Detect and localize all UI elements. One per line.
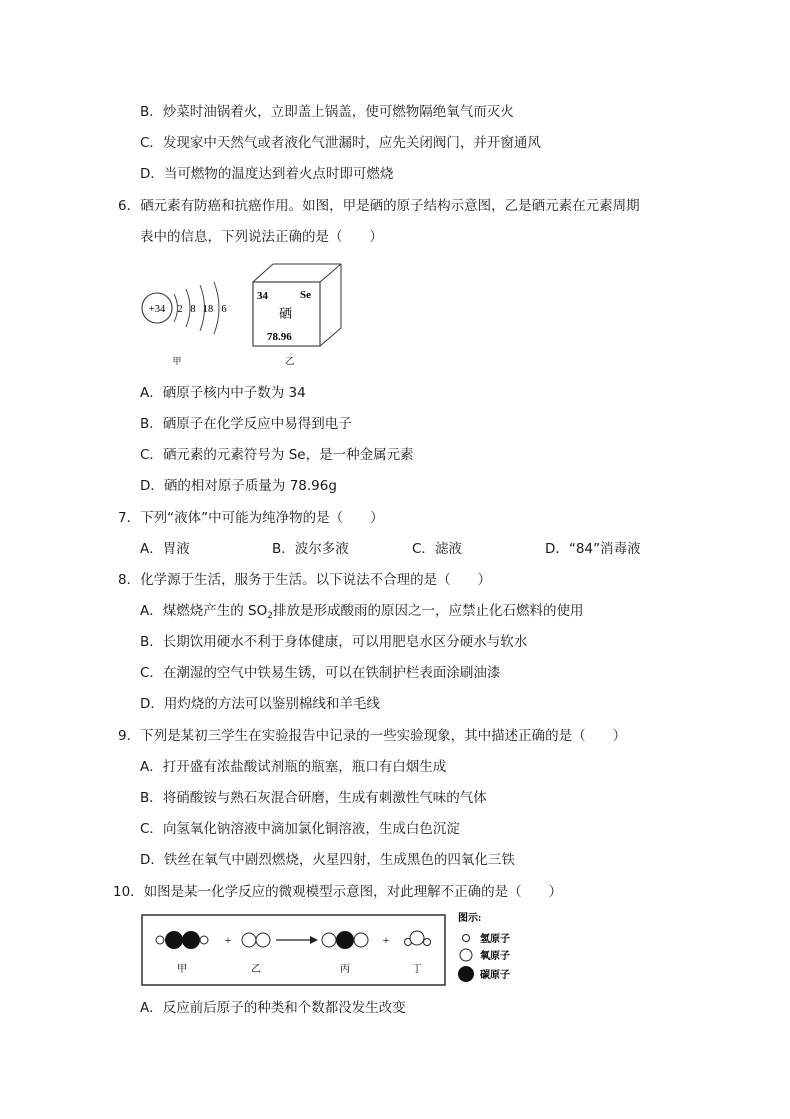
q6-option-b: B．硒原子在化学反应中易得到电子 [140,416,352,432]
q8-option-c: C．在潮湿的空气中铁易生锈，可以在铁制护栏表面涂刷油漆 [140,665,501,681]
q9-option-c: C．向氢氧化钠溶液中滴加氯化铜溶液，生成白色沉淀 [140,821,460,837]
figure-label-jia: 甲 [172,356,182,366]
q7-option-c: C．滤液 [412,541,462,557]
label-jia: 甲 [177,964,187,975]
nucleus-charge: +34 [148,304,166,315]
q7-option-d: D．“84”消毒液 [545,541,641,557]
q8-option-d: D．用灼烧的方法可以鉴别棉线和羊毛线 [140,696,380,712]
legend-carbon: 碳原子 [480,970,510,981]
legend-hydrogen: 氢原子 [480,934,510,945]
reaction-frame [142,915,445,985]
q6-stem: 6．硒元素有防癌和抗癌作用。如图，甲是硒的原子结构示意图，乙是硒元素在元素周期 [118,198,640,214]
shell-electrons: 6 [221,304,227,315]
q5-option-b: B．炒菜时油锅着火，立即盖上锅盖，使可燃物隔绝氧气而灭火 [140,104,514,120]
legend-title: 图示: [458,913,482,924]
q6-option-d: D．硒的相对原子质量为 78.96g [140,478,337,494]
oxygen-atom [256,933,270,947]
periodic-table-cell [253,264,341,366]
carbon-atom [165,931,183,949]
q5-option-d: D．当可燃物的温度达到着火点时即可燃烧 [140,166,394,182]
element-name: 硒 [279,306,293,321]
q9-stem: 9．下列是某初三学生在实验报告中记录的一些实验现象，其中描述正确的是（ ） [118,728,627,744]
q9-option-a: A．打开盛有浓盐酸试剂瓶的瓶塞，瓶口有白烟生成 [140,759,447,775]
label-bing: 丙 [340,964,350,975]
molecule-bing [322,931,368,949]
oxygen-atom [354,933,368,947]
q6-option-a: A．硒原子核内中子数为 34 [140,385,306,401]
hydrogen-atom [200,936,208,944]
label-yi: 乙 [251,964,261,975]
q10-option-a: A．反应前后原子的种类和个数都没发生改变 [140,1000,406,1016]
reaction-model-figure [138,906,558,992]
q9-option-d: D．铁丝在氧气中剧烈燃烧，火星四射，生成黑色的四氧化三铁 [140,852,515,868]
legend-oxygen: 氧原子 [480,951,510,962]
atomic-mass: 78.96 [267,331,292,343]
arrow-head-icon [310,936,318,944]
molecule-jia [156,931,208,949]
q8-stem: 8．化学源于生活，服务于生活。以下说法不合理的是（ ） [118,572,492,588]
q7-stem: 7．下列“液体”中可能为纯净物的是（ ） [118,510,384,526]
q9-option-b: B．将硝酸铵与熟石灰混合研磨，生成有刺激性气味的气体 [140,790,487,806]
legend-hydrogen-icon [463,935,470,942]
atomic-structure-diagram [142,282,227,366]
atom-legend [458,911,510,982]
element-symbol: Se [300,289,311,301]
oxygen-atom [242,933,256,947]
legend-oxygen-icon [460,949,472,961]
oxygen-atom [322,933,336,947]
legend-carbon-icon [458,966,474,982]
atomic-number: 34 [257,290,268,302]
plus-sign: + [224,933,232,947]
molecule-yi [242,933,270,947]
q8-option-b: B．长期饮用硬水不利于身体健康，可以用肥皂水区分硬水与软水 [140,634,528,650]
label-ding: 丁 [412,964,422,975]
q7-option-a: A．胃液 [140,541,190,557]
plus-sign: + [382,933,390,947]
selenium-figure [130,258,360,373]
shell-electrons: 8 [190,304,196,315]
hydrogen-atom [424,939,431,946]
carbon-atom [182,931,200,949]
shell-electrons: 2 [177,304,183,315]
q10-stem: 10．如图是某一化学反应的微观模型示意图，对此理解不正确的是（ ） [113,884,563,900]
shell-electrons: 18 [202,304,214,315]
electron-shell-arc [214,282,219,334]
q6-stem-continued: 表中的信息，下列说法正确的是（ ） [140,229,383,245]
q6-option-c: C．硒元素的元素符号为 Se，是一种金属元素 [140,447,414,463]
carbon-atom [336,931,354,949]
oxygen-atom [410,931,424,945]
q7-option-b: B．波尔多液 [272,541,349,557]
q5-option-c: C．发现家中天然气或者液化气泄漏时，应先关闭阀门，并开窗通风 [140,135,541,151]
figure-label-yi: 乙 [285,356,295,366]
hydrogen-atom [156,936,164,944]
q8-option-a: A．煤燃烧产生的 $SO_2$排放是形成酸雨的原因之一，应禁止化石燃料的使用 [140,603,584,621]
molecule-ding [405,931,431,946]
